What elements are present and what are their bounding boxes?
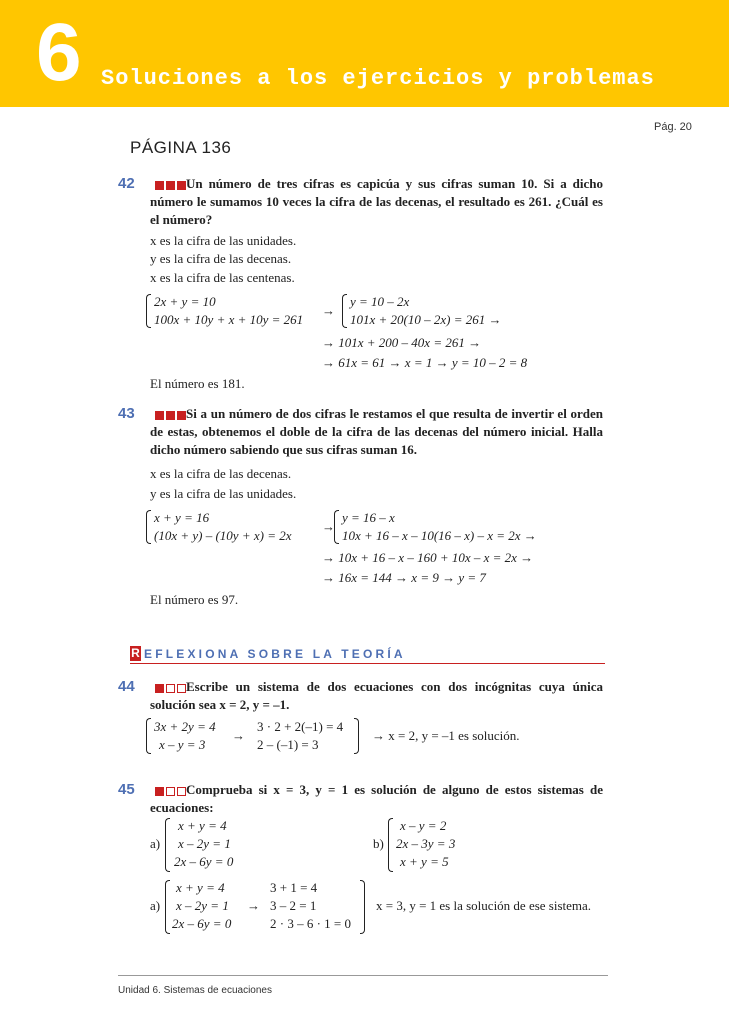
equation: 2x – 6y = 0: [172, 916, 232, 931]
equation: x – y = 2: [400, 818, 447, 833]
problem-number: 45: [118, 781, 135, 798]
equation: y = 10 – 2x: [350, 294, 410, 309]
system-brace: [388, 818, 393, 872]
problem-statement: Si a un número de dos cifras le restamos el que resulta de invertir el orden de estas, obtenemos el doble de la cifra de las decenas del número inicial. Halla dicho número sabiendo que sus cifras suman 16.: [150, 406, 603, 457]
footer-text: Unidad 6. Sistemas de ecuaciones: [118, 985, 272, 996]
equation: x + y = 16: [154, 510, 210, 525]
equation: 2x + y = 10: [154, 294, 216, 309]
variable-def: x es la cifra de las decenas.: [150, 466, 292, 481]
problem-number: 43: [118, 405, 135, 422]
problem-42: [118, 175, 603, 229]
variable-def: x es la cifra de las centenas.: [150, 270, 295, 285]
difficulty-icon: [155, 407, 188, 425]
equation: x – 2y = 1: [178, 836, 231, 851]
problem-43: [118, 405, 603, 459]
system-label: b): [373, 836, 384, 851]
variable-def: y es la cifra de las decenas.: [150, 251, 292, 266]
equation: x + y = 4: [176, 880, 225, 895]
arrow-icon: →: [322, 519, 335, 534]
problem-statement: Un número de tres cifras es capicúa y sus cifras suman 10. Si a dicho número le sumamos 10 veces la cifra de las decenas, el resultado es 261. ¿Cuál es el número?: [150, 176, 603, 227]
check-brace: [360, 880, 365, 934]
solution-step: → 16x = 144 → x = 9 → y = 7: [322, 570, 486, 585]
system-brace: [165, 818, 170, 872]
equation: x – y = 3: [159, 737, 206, 752]
arrow-icon: →: [322, 303, 335, 318]
arrow-icon: →: [247, 898, 260, 913]
variable-def: y es la cifra de las unidades.: [150, 486, 297, 501]
difficulty-icon: [155, 783, 188, 801]
problem-44: [118, 678, 603, 714]
answer: El número es 181.: [150, 376, 245, 391]
solution-step: → 10x + 16 – x – 160 + 10x – x = 2x →: [322, 550, 534, 565]
check: 3 + 1 = 4: [270, 880, 318, 895]
footer-divider: [118, 975, 608, 976]
system-label: a): [150, 898, 161, 913]
arrow-icon: →: [232, 728, 245, 743]
system-brace: [334, 510, 339, 544]
check: 3 · 2 + 2(–1) = 4: [257, 719, 344, 734]
system-brace: [165, 880, 170, 934]
conclusion: → x = 2, y = –1 es solución.: [372, 728, 520, 743]
solution-step: → 61x = 61 → x = 1 → y = 10 – 2 = 8: [322, 355, 528, 370]
problem-statement: Escribe un sistema de dos ecuaciones con dos incógnitas cuya única solución sea x = 2, y = –1.: [150, 679, 603, 712]
section-initial: R: [131, 646, 140, 660]
check-brace: [354, 718, 359, 754]
system-label: a): [150, 836, 161, 851]
check: 3 – 2 = 1: [270, 898, 317, 913]
page-heading: PÁGINA 136: [130, 138, 232, 157]
section-title: EFLEXIONA SOBRE LA TEORÍA: [144, 647, 406, 661]
solution-step: → 101x + 200 – 40x = 261 →: [322, 335, 482, 350]
variable-def: x es la cifra de las unidades.: [150, 233, 297, 248]
problem-number: 42: [118, 175, 135, 192]
equation: 101x + 20(10 – 2x) = 261 →: [350, 312, 502, 327]
equation: 2x – 3y = 3: [396, 836, 456, 851]
system-brace: [146, 294, 151, 328]
conclusion: x = 3, y = 1 es la solución de ese sistema.: [376, 898, 592, 913]
difficulty-icon: [155, 680, 188, 698]
equation: y = 16 – x: [342, 510, 395, 525]
difficulty-icon: [155, 177, 188, 195]
unit-number: 6: [36, 7, 80, 98]
equation: x + y = 5: [400, 854, 449, 869]
section-divider: [130, 663, 605, 664]
equation: 100x + 10y + x + 10y = 261: [154, 312, 304, 327]
equation: x + y = 4: [178, 818, 227, 833]
problem-statement: Comprueba si x = 3, y = 1 es solución de alguno de estos sistemas de ecuaciones:: [150, 782, 603, 815]
check: 2 · 3 – 6 · 1 = 0: [270, 916, 351, 931]
chapter-title: Soluciones a los ejercicios y problemas: [101, 66, 655, 91]
equation: 2x – 6y = 0: [174, 854, 234, 869]
equation: 10x + 16 – x – 10(16 – x) – x = 2x →: [342, 528, 537, 543]
system-brace: [342, 294, 347, 328]
equation: (10x + y) – (10y + x) = 2x: [154, 528, 292, 543]
page-label: Pág. 20: [654, 121, 692, 133]
equation: x – 2y = 1: [176, 898, 229, 913]
system-brace: [146, 718, 151, 754]
equation: 3x + 2y = 4: [154, 719, 216, 734]
problem-45: [118, 781, 603, 817]
system-brace: [146, 510, 151, 544]
check: 2 – (–1) = 3: [257, 737, 319, 752]
problem-number: 44: [118, 678, 135, 695]
answer: El número es 97.: [150, 592, 239, 607]
